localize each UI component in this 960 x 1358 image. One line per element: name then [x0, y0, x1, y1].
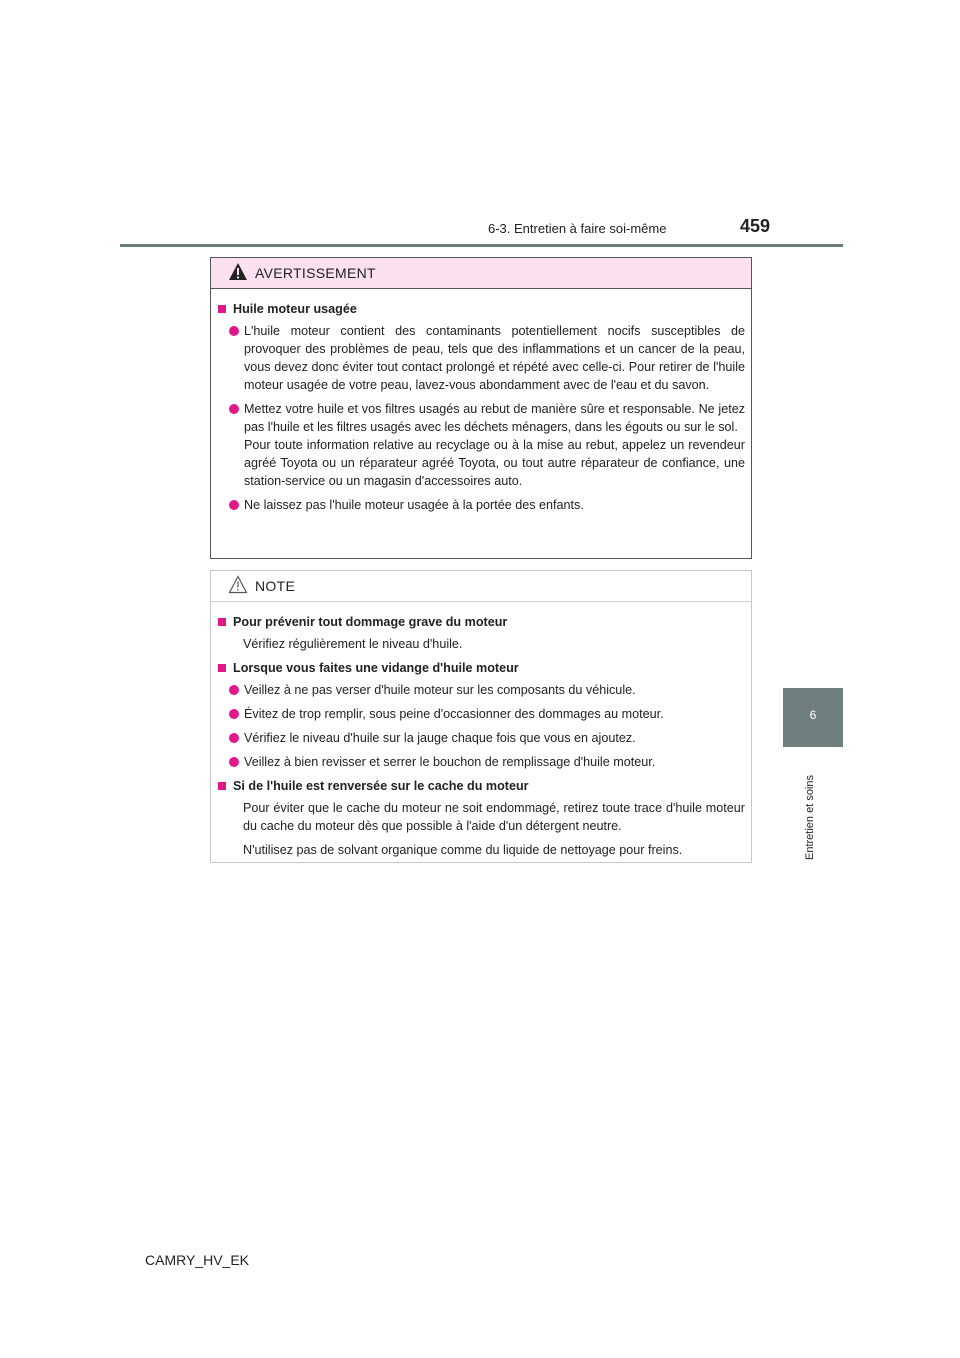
note-box	[210, 570, 752, 863]
round-bullet-icon	[229, 326, 239, 336]
square-bullet-icon	[218, 664, 226, 672]
list-item: Veillez à ne pas verser d'huile moteur sur les composants du véhicule.	[229, 681, 745, 699]
list-item: Ne laissez pas l'huile moteur usagée à la portée des enfants.	[229, 496, 745, 514]
warning-triangle-icon	[228, 262, 248, 281]
caution-triangle-icon	[228, 575, 248, 594]
header-divider	[120, 244, 843, 247]
note-header	[211, 571, 751, 602]
square-bullet-icon	[218, 782, 226, 790]
note-body	[211, 602, 751, 859]
chapter-number: 6	[809, 708, 817, 722]
warning-box	[210, 257, 752, 559]
round-bullet-icon	[229, 500, 239, 510]
round-bullet-icon	[229, 404, 239, 414]
chapter-tab	[783, 688, 843, 747]
note-paragraph: Vérifiez régulièrement le niveau d'huile.	[243, 637, 463, 651]
square-bullet-icon	[218, 618, 226, 626]
round-bullet-icon	[229, 757, 239, 767]
note-paragraph: Pour éviter que le cache du moteur ne soit endommagé, retirez toute trace d'huile moteur du cache du moteur dès que possible à l'aide d'un détergent neutre.	[243, 801, 745, 833]
note-heading-1: Pour prévenir tout dommage grave du moteur	[217, 613, 745, 631]
square-bullet-icon	[218, 305, 226, 313]
warning-heading: Huile moteur usagée	[217, 300, 745, 318]
list-item: Veillez à bien revisser et serrer le bouchon de remplissage d'huile moteur.	[229, 753, 745, 771]
round-bullet-icon	[229, 709, 239, 719]
list-item: Vérifiez le niveau d'huile sur la jauge chaque fois que vous en ajoutez.	[229, 729, 745, 747]
round-bullet-icon	[229, 733, 239, 743]
model-code: CAMRY_HV_EK	[145, 1252, 250, 1268]
note-paragraph: N'utilisez pas de solvant organique comme du liquide de nettoyage pour freins.	[243, 843, 683, 857]
note-title: NOTE	[255, 578, 296, 594]
warning-title: AVERTISSEMENT	[255, 265, 376, 281]
warning-header	[211, 258, 751, 289]
note-heading-3: Si de l'huile est renversée sur le cache du moteur	[217, 777, 745, 795]
section-title: 6-3. Entretien à faire soi-même	[488, 221, 667, 236]
note-heading-2: Lorsque vous faites une vidange d'huile moteur	[217, 659, 745, 677]
warning-body	[211, 289, 751, 514]
list-item: Mettez votre huile et vos filtres usagés au rebut de manière sûre et responsable. Ne jetez pas l'huile et les filtres usagés avec les déchets ménagers, dans les égouts ou sur le sol. Pour toute information relative au recyclage ou à la mise au rebut, appelez un revendeur agréé Toyota ou un réparateur agréé Toyota, ou tout autre réparateur de confiance, une station-service ou un magasin d'accessoires auto.	[229, 400, 745, 490]
page-number: 459	[740, 216, 771, 236]
round-bullet-icon	[229, 685, 239, 695]
list-item: L'huile moteur contient des contaminants potentiellement nocifs susceptibles de provoquer des problèmes de peau, tels que des inflammations et un cancer de la peau, vous devez donc éviter tout contact prolongé et répété avec celle-ci. Pour retirer de l'huile moteur usagée de votre peau, lavez-vous abondamment avec de l'eau et du savon.	[229, 322, 745, 394]
list-item: Évitez de trop remplir, sous peine d'occasionner des dommages au moteur.	[229, 705, 745, 723]
chapter-label: Entretien et soins	[804, 775, 816, 860]
